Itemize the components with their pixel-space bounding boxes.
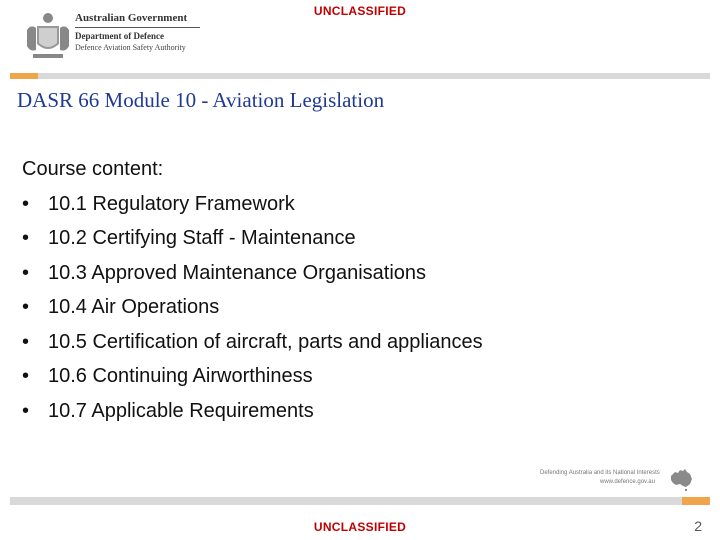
classification-banner-top: UNCLASSIFIED [313, 4, 407, 18]
course-content-list [22, 187, 483, 429]
list-item-text: 10.5 Certification of aircraft, parts and appliances [48, 330, 483, 353]
list-item [22, 221, 483, 256]
list-item-text: 10.2 Certifying Staff - Maintenance [48, 227, 356, 249]
list-item-text: 10.7 Applicable Requirements [48, 399, 314, 422]
logo-divider [75, 27, 200, 28]
bullet-glyph: • [22, 296, 30, 318]
footer-divider-band [10, 497, 710, 505]
government-logo [25, 10, 200, 62]
list-item [22, 290, 483, 325]
logo-department-text: Department of Defence [75, 31, 164, 41]
list-item [22, 325, 483, 360]
footer-url: www.defence.gov.au [600, 479, 655, 485]
header-divider-band [10, 73, 710, 79]
logo-government-text: Australian Government [75, 12, 188, 24]
australia-map-icon [668, 466, 694, 492]
header-accent [10, 73, 38, 79]
list-item-text: 10.6 Continuing Airworthiness [48, 365, 313, 387]
list-item [22, 359, 483, 394]
list-item-text: 10.4 Air Operations [48, 296, 220, 318]
page-number: 2 [694, 518, 702, 534]
bullet-glyph: • [22, 330, 30, 353]
footer-branding [540, 466, 692, 494]
bullet-glyph: • [22, 227, 30, 249]
classification-banner-bottom: UNCLASSIFIED [313, 520, 407, 534]
list-item-text: 10.1 Regulatory Framework [48, 192, 295, 215]
bullet-glyph: • [22, 261, 30, 284]
coat-of-arms-icon [25, 10, 71, 62]
list-item [22, 256, 483, 291]
bullet-glyph: • [22, 365, 30, 387]
bullet-glyph: • [22, 399, 30, 422]
course-content-heading: Course content: [22, 158, 164, 180]
slide-body [22, 152, 483, 428]
footer-accent [682, 497, 710, 505]
logo-authority-text: Defence Aviation Safety Authority [75, 43, 186, 52]
list-item [22, 394, 483, 429]
footer-tagline: Defending Australia and its National Interests [540, 470, 660, 476]
bullet-glyph: • [22, 192, 30, 215]
slide-title: DASR 66 Module 10 - Aviation Legislation [17, 88, 385, 112]
list-item-text: 10.3 Approved Maintenance Organisations [48, 261, 427, 284]
list-item [22, 187, 483, 222]
